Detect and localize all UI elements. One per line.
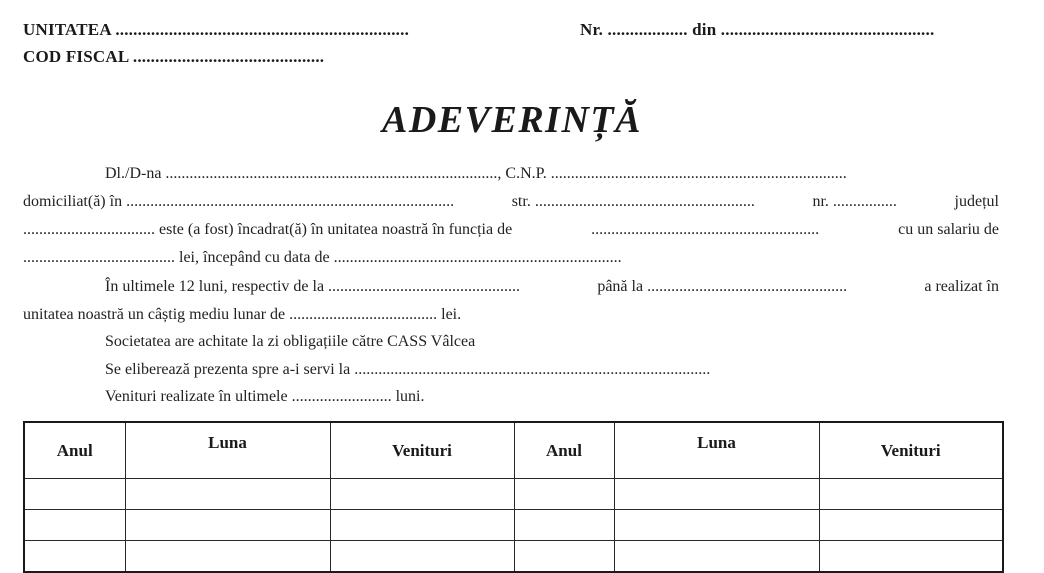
column-header-month: Luna [614, 422, 819, 479]
table-cell[interactable] [514, 479, 614, 510]
table-cell[interactable] [614, 541, 819, 573]
column-header-income: Venituri [819, 422, 1003, 479]
table-cell[interactable] [819, 479, 1003, 510]
income-table [23, 421, 1004, 573]
income-months-line[interactable]: Venituri realizate în ultimele ......................... luni. [105, 388, 425, 405]
table-cell[interactable] [330, 479, 514, 510]
domiciliu-field[interactable]: domiciliat(ă) în .................................................................................. [23, 193, 455, 210]
cass-statement: Societatea are achitate la zi obligațiile către CASS Vâlcea [105, 333, 476, 350]
realized-label: a realizat în [924, 278, 999, 295]
table-cell[interactable] [125, 510, 330, 541]
table-cell[interactable] [614, 510, 819, 541]
table-cell[interactable] [24, 541, 125, 573]
table-cell[interactable] [514, 510, 614, 541]
salary-date-line[interactable]: ...................................... lei, începând cu data de ........................................................................ [23, 249, 622, 266]
name-cnp-line[interactable]: Dl./D-na ..................................................................................., C.N.P. .......................................................................... [105, 165, 847, 182]
period-from-field[interactable]: În ultimele 12 luni, respectiv de la ................................................ [105, 278, 521, 295]
column-header-month: Luna [125, 422, 330, 479]
table-cell[interactable] [24, 479, 125, 510]
column-header-year: Anul [514, 422, 614, 479]
table-cell[interactable] [514, 541, 614, 573]
purpose-line[interactable]: Se eliberează prezenta spre a-i servi la ......................................................................................... [105, 361, 711, 378]
table-cell[interactable] [819, 541, 1003, 573]
county-label: județul [954, 193, 999, 210]
unitatea-field[interactable]: UNITATEA .................................................................. [23, 20, 410, 39]
table-cell[interactable] [614, 479, 819, 510]
table-row [24, 541, 1003, 573]
table-cell[interactable] [330, 541, 514, 573]
column-header-income: Venituri [330, 422, 514, 479]
table-cell[interactable] [125, 541, 330, 573]
salary-label: cu un salariu de [898, 221, 999, 238]
column-header-year: Anul [24, 422, 125, 479]
table-cell[interactable] [24, 510, 125, 541]
street-field[interactable]: str. ....................................................... [511, 193, 755, 210]
function-field[interactable]: ......................................................... [591, 221, 820, 238]
employment-line[interactable] [23, 221, 999, 239]
table-row [24, 479, 1003, 510]
table-cell[interactable] [819, 510, 1003, 541]
nr-din-field[interactable]: Nr. .................. din ................................................ [580, 20, 935, 39]
number-field[interactable]: nr. ................ [812, 193, 897, 210]
document-title: ADEVERINȚĂ [382, 99, 642, 141]
average-income-line[interactable]: unitatea noastră un câștig mediu lunar de ..................................... lei. [23, 306, 462, 323]
table-row [24, 510, 1003, 541]
employment-text[interactable]: ................................. este (a fost) încadrat(ă) în unitatea noastră în funcția de [23, 221, 513, 238]
period-to-field[interactable]: până la .................................................. [597, 278, 848, 295]
period-line[interactable] [105, 278, 999, 296]
cod-fiscal-field[interactable]: COD FISCAL ........................................... [23, 47, 325, 66]
table-cell[interactable] [125, 479, 330, 510]
address-line[interactable] [23, 193, 999, 211]
table-cell[interactable] [330, 510, 514, 541]
table-header-row [24, 422, 1003, 479]
